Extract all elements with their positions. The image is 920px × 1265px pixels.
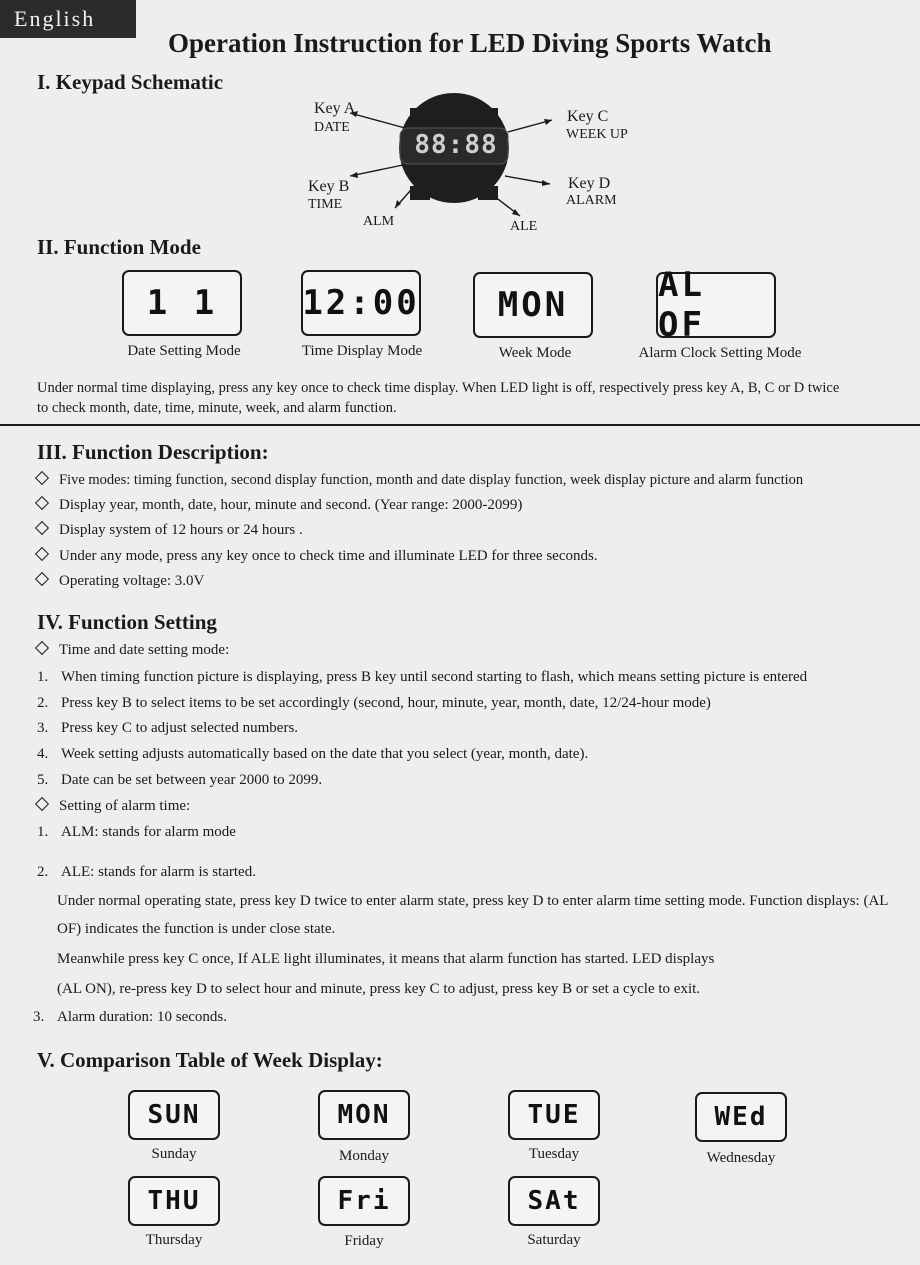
- section-function-description-heading: III. Function Description:: [37, 440, 269, 464]
- alm-label: ALM: [363, 214, 395, 229]
- caption-sunday: Sunday: [151, 1146, 197, 1162]
- key-d-function: ALARM: [566, 193, 617, 208]
- section-function-mode-heading: II. Function Mode: [37, 235, 201, 259]
- diamond-bullet-icon: [35, 496, 49, 510]
- caption-thursday: Thursday: [145, 1232, 203, 1248]
- description-item: Five modes: timing function, second display function, month and date display function, week display picture and alarm function: [37, 472, 803, 489]
- section-divider: [0, 424, 920, 426]
- caption-week-mode: Week Mode: [498, 345, 572, 361]
- page-title: Operation Instruction for LED Diving Sports Watch: [168, 28, 772, 58]
- setting-step: 1. When timing function picture is displaying, press B key until second starting to flash, which means setting picture is entered: [37, 669, 808, 685]
- setting-step: 5. Date can be set between year 2000 to 2099.: [37, 772, 323, 788]
- lcd-time-display: 12:00: [301, 270, 421, 336]
- caption-saturday: Saturday: [527, 1232, 581, 1248]
- lcd-week-mode: MON: [473, 272, 593, 338]
- alarm-instruction-line: Meanwhile press key C once, If ALE light illuminates, it means that alarm function has started. LED displays: [57, 951, 715, 967]
- section-keypad-heading: I. Keypad Schematic: [37, 70, 224, 94]
- lcd-sunday: SUN: [128, 1090, 220, 1140]
- diamond-bullet-icon: [35, 547, 49, 561]
- key-c-label: Key C: [567, 108, 609, 125]
- description-item: Under any mode, press any key once to check time and illuminate LED for three seconds.: [37, 548, 598, 565]
- lcd-monday: MON: [318, 1090, 410, 1140]
- alarm-step: 2. ALE: stands for alarm is started.: [37, 864, 256, 880]
- setting-step: 3. Press key C to adjust selected numbers.: [37, 720, 299, 736]
- lcd-friday: Fri: [318, 1176, 410, 1226]
- diamond-bullet-icon: [35, 641, 49, 655]
- setting-subheading-time: Time and date setting mode:: [37, 642, 229, 659]
- setting-step: 4. Week setting adjusts automatically based on the date that you select (year, month, date).: [37, 746, 589, 762]
- ale-label: ALE: [510, 219, 538, 234]
- alarm-instruction-line: Under normal operating state, press key D twice to enter alarm state, press key D to enter alarm time setting mode. Function displays: (AL: [57, 893, 889, 909]
- lcd-alarm-setting: AL OF: [656, 272, 776, 338]
- watch-display: 88:88: [414, 130, 498, 160]
- function-mode-text-1: Under normal time displaying, press any key once to check time display. When LED light is off, respectively press key A, B, C or D twice: [37, 380, 840, 396]
- lcd-date-setting: 1 1: [122, 270, 242, 336]
- language-tag: English: [0, 0, 136, 38]
- alarm-instruction-line: (AL ON), re-press key D to select hour and minute, press key C to adjust, press key B or set a cycle to exit.: [57, 981, 701, 997]
- setting-subheading-alarm: Setting of alarm time:: [37, 798, 190, 815]
- description-item: Operating voltage: 3.0V: [37, 573, 204, 590]
- key-b-function: TIME: [308, 197, 343, 212]
- diamond-bullet-icon: [35, 521, 49, 535]
- description-item: Display year, month, date, hour, minute and second. (Year range: 2000-2099): [37, 497, 522, 514]
- caption-tuesday: Tuesday: [528, 1146, 580, 1162]
- alarm-instruction-line: OF) indicates the function is under close state.: [57, 921, 336, 937]
- alarm-step: 3. Alarm duration: 10 seconds.: [33, 1009, 227, 1025]
- key-d-label: Key D: [568, 175, 611, 192]
- alarm-step: 1. ALM: stands for alarm mode: [37, 824, 236, 840]
- lcd-saturday: SAt: [508, 1176, 600, 1226]
- diamond-bullet-icon: [35, 572, 49, 586]
- caption-alarm-setting: Alarm Clock Setting Mode: [638, 345, 802, 361]
- diamond-bullet-icon: [35, 471, 49, 485]
- key-a-function: DATE: [314, 120, 350, 135]
- caption-friday: Friday: [344, 1233, 384, 1249]
- key-b-label: Key B: [308, 178, 350, 195]
- caption-wednesday: Wednesday: [706, 1150, 776, 1166]
- function-mode-text-2: to check month, date, time, minute, week, and alarm function.: [37, 400, 397, 416]
- caption-time-display: Time Display Mode: [301, 343, 423, 359]
- diamond-bullet-icon: [35, 797, 49, 811]
- description-item: Display system of 12 hours or 24 hours .: [37, 522, 303, 539]
- caption-monday: Monday: [339, 1148, 389, 1164]
- lcd-wednesday: WEd: [695, 1092, 787, 1142]
- lcd-thursday: THU: [128, 1176, 220, 1226]
- lcd-tuesday: TUE: [508, 1090, 600, 1140]
- key-c-function: WEEK UP: [566, 127, 628, 142]
- section-week-table-heading: V. Comparison Table of Week Display:: [37, 1048, 383, 1072]
- key-a-label: Key A: [314, 100, 356, 117]
- caption-date-setting: Date Setting Mode: [127, 343, 241, 359]
- setting-step: 2. Press key B to select items to be set accordingly (second, hour, minute, year, month, date, 12/24-hour mode): [37, 695, 711, 711]
- section-function-setting-heading: IV. Function Setting: [37, 610, 217, 634]
